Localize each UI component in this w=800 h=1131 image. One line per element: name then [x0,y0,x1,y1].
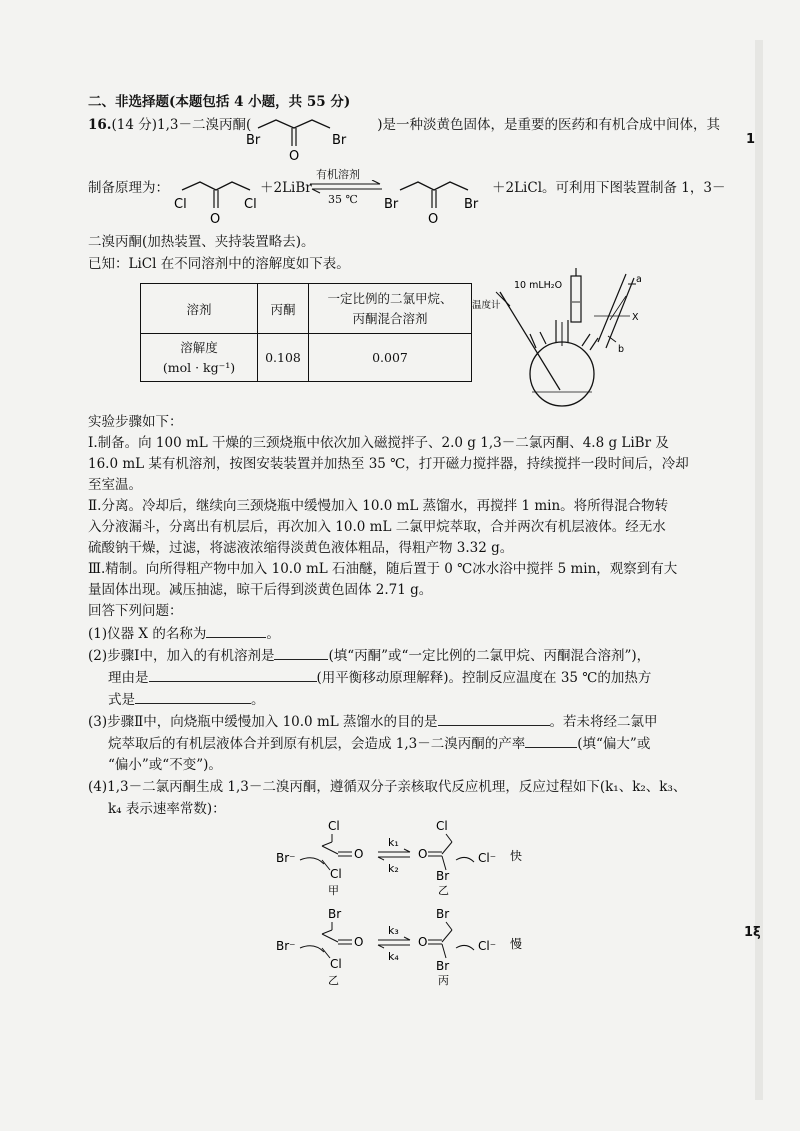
label-water: 10 mLH₂O [514,280,563,291]
answer-blank-x-name[interactable] [206,623,266,638]
atom-br-left: Br [384,197,399,212]
step1-line2: 16.0 mL 某有机溶剂，按图安装装置并加热至 35 ℃，打开磁力搅拌器，持续搅拌一段时间后，冷却 [88,456,689,472]
th-solvent: 溶剂 [141,284,258,334]
principle-label: 制备原理为： [88,180,169,196]
part4-line2: k₄ 表示速率常数)： [108,801,226,817]
label-fast: 快 [510,849,523,863]
cl-minus-2: Cl⁻ [478,939,497,953]
condition-temp: 35 ℃ [328,193,358,206]
part3-text-d: (填“偏大”或 [577,736,651,752]
yi2-cl-bottom: Cl [330,957,342,971]
row-label-line1: 溶解度 [180,339,218,355]
step1-line3: 至室温。 [88,477,142,493]
part3-line3: “偏小”或“不变”)。 [108,757,222,773]
label-x: X [632,312,639,323]
label-yi-2: 乙 [328,974,339,987]
part2-line3 [108,689,265,710]
atom-br-left: Br [246,133,261,148]
part4-line1: (4)1,3－二氯丙酮生成 1,3－二溴丙酮，遵循双分子亲核取代反应机理，反应过程如下(k₁、k₂、k₃、 [88,779,687,795]
part2-line2 [108,667,651,688]
q16-intro-b: )是一种淡黄色固体，是重要的医药和有机合成中间体，其 [377,117,721,133]
atom-cl-right: Cl [244,197,257,212]
atom-br-right: Br [464,197,479,212]
part3-line2 [108,733,650,754]
yi2-o: O [354,935,364,949]
product-tail: ＋2LiCl。可利用下图装置制备 1，3－ [492,180,726,196]
dichloroacetone-structure [168,168,268,228]
label-jia: 甲 [328,884,339,897]
answer-blank-solvent[interactable] [274,645,328,660]
step2-line2: 入分液漏斗，分离出有机层后，再次加入 10.0 mL 二氯甲烷萃取，合并两次有机层液体。经无水 [88,519,666,535]
br-minus-1: Br⁻ [276,851,296,865]
answer-blank-heating[interactable] [135,689,251,704]
th-acetone: 丙酮 [258,284,309,334]
k4: k₄ [388,950,399,963]
dibromoacetone-structure [234,112,364,167]
section-title: 二、非选择题(本题包括 4 小题，共 55 分) [88,94,351,110]
step3-line2: 量固体出现。减压抽滤，晾干后得到淡黄色固体 2.71 g。 [88,582,433,598]
q16-intro-a: (14 分)1,3－二溴丙酮( [111,117,252,133]
condition-solvent: 有机溶剂 [316,168,360,181]
bing-o: O [418,935,428,949]
atom-o: O [289,149,300,164]
part2-text-d: (用平衡移动原理解释)。控制反应温度在 35 ℃的加热方 [316,670,652,686]
atom-cl-left: Cl [174,197,187,212]
k3: k₃ [388,924,399,937]
answer-blank-reason[interactable] [149,667,317,682]
th-mixed-line1: 一定比例的二氯甲烷、 [327,290,453,306]
part3-text-b: 。若未将经二氯甲 [549,714,658,730]
step1-line1: Ⅰ.制备。向 100 mL 干燥的三颈烧瓶中依次加入磁搅拌子、2.0 g 1,3－二氯丙酮、4.8 g LiBr 及 [88,435,669,451]
yi-o: O [418,847,428,861]
answer-title: 回答下列问题： [88,603,183,619]
q16-intro [88,115,720,135]
part2-text-f: 。 [251,692,265,708]
step2-line3: 硫酸钠干燥，过滤，将滤液浓缩得淡黄色液体粗品，得粗产物 3.32 g。 [88,540,514,556]
th-mixed-solvent [309,284,472,334]
part3-text-c: 烷萃取后的有机层液体合并到原有机层，会造成 1,3－二溴丙酮的产率 [108,736,526,752]
yi-br: Br [436,869,450,883]
label-a: a [636,274,642,285]
part2-text-a: (2)步骤Ⅰ中，加入的有机溶剂是 [88,648,275,664]
answer-blank-yield[interactable] [525,733,577,748]
label-slow: 慢 [510,937,523,951]
part2-text-b: (填“丙酮”或“一定比例的二氯甲烷、丙酮混合溶剂”)， [328,648,651,664]
part3-line1 [88,711,658,732]
known-solubility: 已知：LiCl 在不同溶剂中的溶解度如下表。 [88,256,350,272]
steps-title: 实验步骤如下： [88,414,183,430]
equilibrium-arrow [308,180,384,194]
label-bing: 丙 [438,974,449,987]
cell-mixed-value: 0.007 [309,334,472,382]
step2-line1: Ⅱ.分离。冷却后，继续向三颈烧瓶中缓慢加入 10.0 mL 蒸馏水，再搅拌 1 min。将所得混合物转 [88,498,669,514]
br-minus-2: Br⁻ [276,939,296,953]
cl-minus-1: Cl⁻ [478,851,497,865]
bing-br-top: Br [436,907,450,921]
solubility-table [140,283,472,382]
bing-br: Br [436,959,450,973]
mechanism-diagram [270,816,550,1006]
atom-o: O [210,212,221,227]
th-mixed-line2: 丙酮混合溶剂 [352,310,428,326]
part2-text-c: 理由是 [108,670,149,686]
label-thermometer: 温度计 [472,300,501,311]
row-label-line2: (mol · kg⁻¹) [162,359,236,375]
cell-acetone-value: 0.108 [258,334,309,382]
line-apparatus-note: 二溴丙酮(加热装置、夹持装置略去)。 [88,234,315,250]
part1-text: (1)仪器 X 的名称为 [88,626,207,642]
part1-end: 。 [266,626,280,642]
page-edge [755,40,763,1100]
part1 [88,623,280,644]
jia-cl-top: Cl [328,819,340,833]
atom-o: O [428,212,439,227]
part2-text-e: 式是 [108,692,135,708]
apparatus-diagram [470,262,660,412]
yi-cl-top: Cl [436,819,448,833]
k1: k₁ [388,836,399,849]
answer-blank-purpose[interactable] [438,711,550,726]
step3-line1: Ⅲ.精制。向所得粗产物中加入 10.0 mL 石油醚，随后置于 0 ℃冰水浴中搅拌 5 min，观察到有大 [88,561,678,577]
yi2-br-top: Br [328,907,342,921]
row-solubility-label [141,334,258,382]
margin-mark-18: 1ξ [744,925,761,940]
jia-o: O [354,847,364,861]
label-yi: 乙 [438,884,449,897]
margin-mark-1: 1 [746,132,756,147]
reagent-libr: ＋2LiBr [260,180,312,196]
question-number: 16. [88,117,112,133]
label-b: b [618,344,625,355]
part2-line1 [88,645,650,666]
k2: k₂ [388,862,399,875]
atom-br-right: Br [332,133,347,148]
jia-cl-bottom: Cl [330,867,342,881]
part3-text-a: (3)步骤Ⅱ中，向烧瓶中缓慢加入 10.0 mL 蒸馏水的目的是 [88,714,438,730]
dibromoacetone-product [384,168,494,228]
